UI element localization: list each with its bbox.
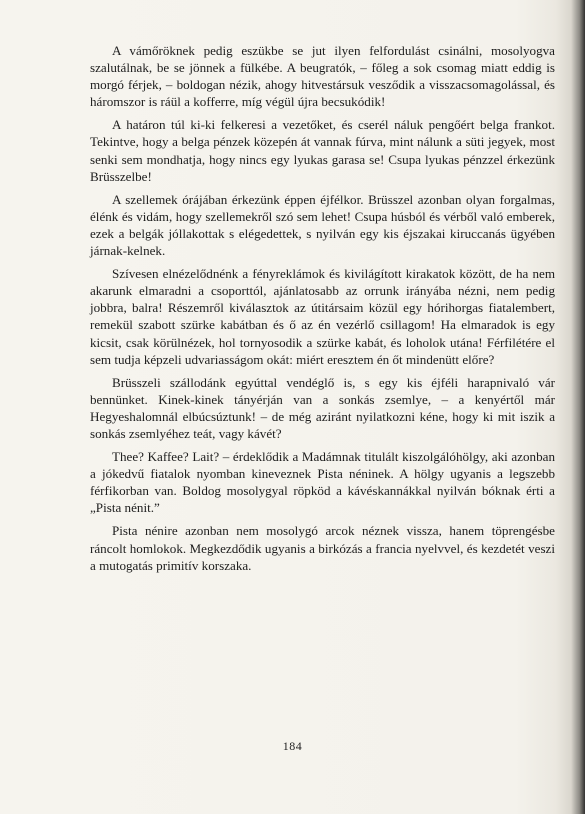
- page-edge-shadow: [571, 0, 585, 814]
- paragraph-2: A határon túl ki-ki felkeresi a vezetőket, és cserél náluk pengőért belga frankot. Tekintve, hogy a belga pénzek közepén át vannak fúrva, mint nálunk a süti jegyek, most senki sem mondhatja, hogy nincs egy lyukas garasa se! Csupa lyukas pénzzel érkezünk Brüsszelbe!: [90, 117, 555, 184]
- paragraph-5: Brüsszeli szállodánk egyúttal vendéglő is, s egy kis éjféli harapnivaló vár bennünket. Kinek-kinek tányérján van a sonkás zsemlye, – a kenyértől már Hegyeshalomnál elbúcsúztunk! – de még aziránt nyilatkozni kéne, hogy ki mit iszik a sonkás zsemlyéhez teát, vagy kávét?: [90, 374, 555, 441]
- paragraph-6: Thee? Kaffee? Lait? – érdeklődik a Madámnak titulált kiszolgálóhölgy, aki azonban a jókedvű fiatalok nyomban kineveznek Pista néninek. A hölgy ugyanis a legszebb férfikorban van. Boldog mosolygyal röpköd a kávéskannákkal nyilván bóknak érti a „Pista nénit.”: [90, 449, 555, 516]
- page-body-text: [90, 42, 555, 580]
- page-number: 184: [282, 739, 303, 753]
- paragraph-4: Szívesen elnézelődnénk a fényreklámok és kivilágított kirakatok között, de ha nem akarunk elmaradni a csoporttól, ajánlatosabb az orrunk irányába nézni, nem pedig jobbra, balra! Részemről kiválasztok az útitársaim közül egy hórihorgas fiatalembert, remekül szabott szürke kabátban és ő az én vezérlő csillagom! Ha elmaradok is egy kicsit, csak körülnézek, hol tornyosodik a szürke kabát, és loholok utána! Férfilétére el sem tudja képzeli udvariasságom okát: miért eresztem én őt mindenütt előre?: [90, 266, 555, 367]
- paragraph-3: A szellemek órájában érkezünk éppen éjfélkor. Brüsszel azonban olyan forgalmas, élénk és vidám, hogy szellemekről szó sem lehet! Csupa húsból és vérből való emberek, ezek a belgák jóllakottak s elégedettek, s nyilván egy kis éjszakai kiruccanás ügyében járnak-kelnek.: [90, 191, 555, 259]
- paragraph-7: Pista nénire azonban nem mosolygó arcok néznek vissza, hanem töprengésbe ráncolt homlokok. Megkezdődik ugyanis a birkózás a francia nyelvvel, és kezdetét veszi a mutogatás primitív korszaka.: [90, 523, 555, 573]
- paragraph-1: A vámőröknek pedig eszükbe se jut ilyen felfordulást csinálni, mosolyogva szalutálnak, be se jönnek a fülkébe. A beugratók, – főleg a sok csomag miatt eddig is morgó férjek, – boldogan nézik, ahogy hitvestársuk vesződik a visszacsomagolással, és háromszor is ráül a kofferre, míg végül újra becsukódik!: [90, 43, 555, 110]
